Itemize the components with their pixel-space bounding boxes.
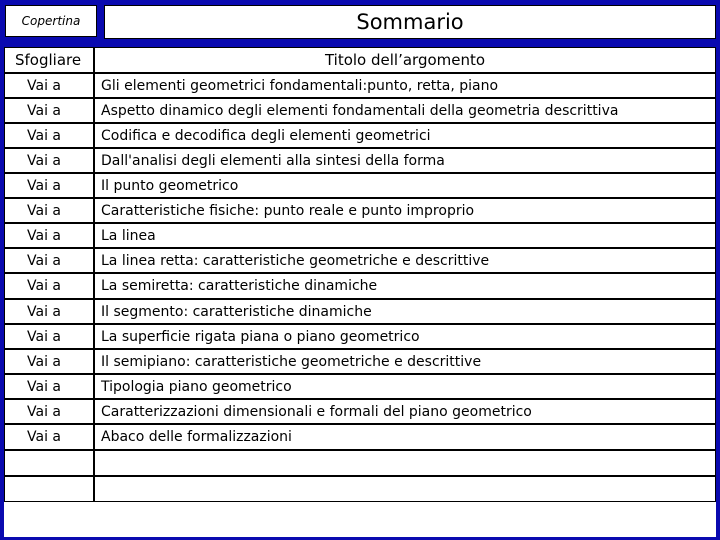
goto-link[interactable]: Vai a (4, 148, 94, 173)
empty-cell (94, 450, 716, 476)
table-row (4, 374, 716, 399)
table-row (4, 349, 716, 374)
topic-title: Caratteristiche fisiche: punto reale e punto improprio (94, 198, 716, 223)
header-browse: Sfogliare (4, 47, 94, 73)
goto-link[interactable]: Vai a (4, 223, 94, 248)
table-row (4, 73, 716, 98)
topic-title: La linea retta: caratteristiche geometriche e descrittive (94, 248, 716, 273)
table-row (4, 123, 716, 148)
table-header (4, 47, 716, 73)
goto-link[interactable]: Vai a (4, 299, 94, 324)
goto-link[interactable]: Vai a (4, 198, 94, 223)
table-row (4, 148, 716, 173)
goto-link[interactable]: Vai a (4, 349, 94, 374)
table-row (4, 299, 716, 324)
summary-table (4, 47, 716, 537)
empty-cell (4, 476, 94, 502)
topic-title: Codifica e decodifica degli elementi geometrici (94, 123, 716, 148)
cover-button[interactable]: Copertina (5, 5, 97, 37)
table-row (4, 450, 716, 476)
goto-link[interactable]: Vai a (4, 123, 94, 148)
goto-link[interactable]: Vai a (4, 73, 94, 98)
topic-title: Gli elementi geometrici fondamentali:punto, retta, piano (94, 73, 716, 98)
goto-link[interactable]: Vai a (4, 173, 94, 198)
goto-link[interactable]: Vai a (4, 248, 94, 273)
topic-title: Aspetto dinamico degli elementi fondamentali della geometria descrittiva (94, 98, 716, 123)
topic-title: Il segmento: caratteristiche dinamiche (94, 299, 716, 324)
table-row (4, 173, 716, 198)
table-row (4, 324, 716, 349)
table-row (4, 223, 716, 248)
goto-link[interactable]: Vai a (4, 324, 94, 349)
topic-title: Dall'analisi degli elementi alla sintesi della forma (94, 148, 716, 173)
table-row (4, 273, 716, 299)
goto-link[interactable]: Vai a (4, 98, 94, 123)
topic-title: La superficie rigata piana o piano geometrico (94, 324, 716, 349)
table-row (4, 198, 716, 223)
goto-link[interactable]: Vai a (4, 424, 94, 450)
topic-title: La semiretta: caratteristiche dinamiche (94, 273, 716, 299)
table-row (4, 399, 716, 424)
topic-title: Caratterizzazioni dimensionali e formali del piano geometrico (94, 399, 716, 424)
topic-title: Il semipiano: caratteristiche geometriche e descrittive (94, 349, 716, 374)
page-title: Sommario (104, 5, 716, 39)
table-row (4, 248, 716, 273)
empty-cell (4, 450, 94, 476)
topic-title: Abaco delle formalizzazioni (94, 424, 716, 450)
table-row (4, 98, 716, 123)
goto-link[interactable]: Vai a (4, 399, 94, 424)
table-row (4, 424, 716, 450)
table-row (4, 476, 716, 502)
header-topic-title: Titolo dell’argomento (94, 47, 716, 73)
topic-title: La linea (94, 223, 716, 248)
topic-title: Tipologia piano geometrico (94, 374, 716, 399)
goto-link[interactable]: Vai a (4, 273, 94, 299)
topic-title: Il punto geometrico (94, 173, 716, 198)
goto-link[interactable]: Vai a (4, 374, 94, 399)
empty-cell (94, 476, 716, 502)
